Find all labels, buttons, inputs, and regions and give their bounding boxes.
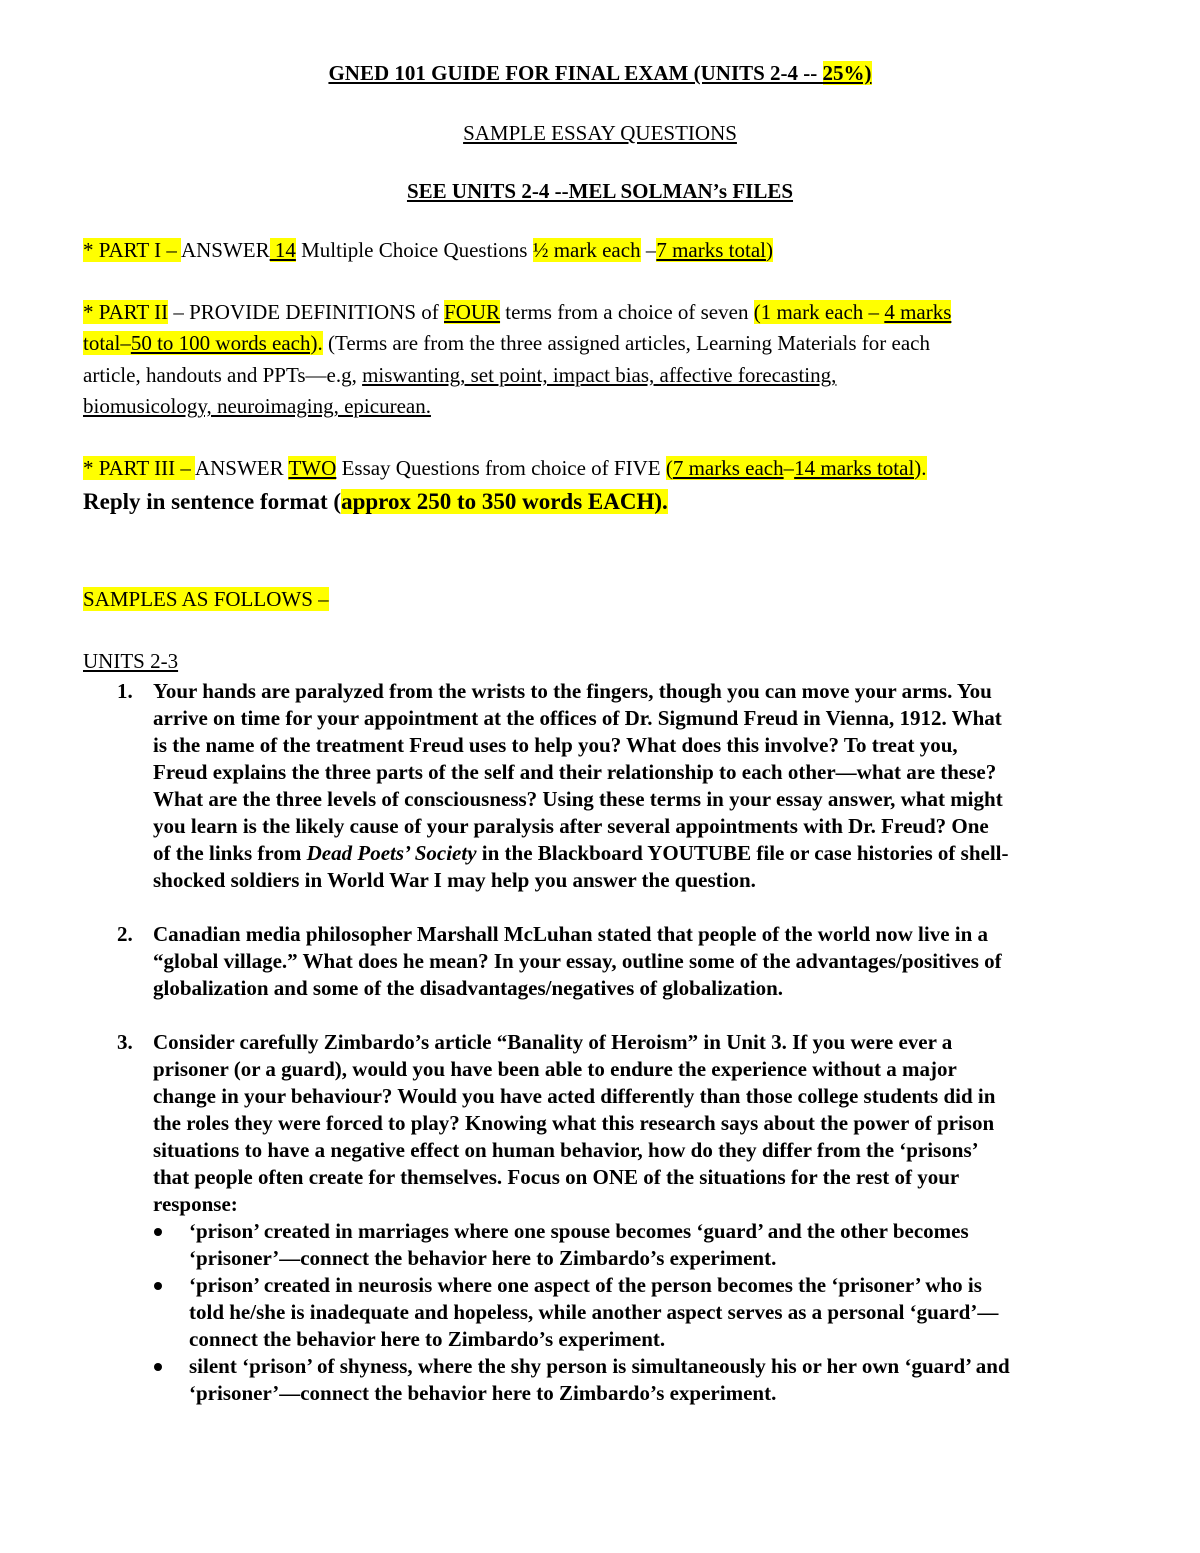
- bullet-icon: [154, 1363, 162, 1371]
- question-3-line: the roles they were forced to play? Knowing what this research says about the power of prison: [153, 1111, 995, 1135]
- part-two-line-4: biomusicology, neuroimaging, epicurean.: [83, 394, 431, 418]
- reply-instruction: Reply in sentence format (approx 250 to 350 words EACH).: [83, 489, 668, 514]
- bullet-item-line: ‘prison’ created in marriages where one spouse becomes ‘guard’ and the other becomes: [189, 1219, 969, 1243]
- question-1-line: arrive on time for your appointment at the offices of Dr. Sigmund Freud in Vienna, 1912. What: [153, 706, 1002, 730]
- bullet-item-line: ‘prison’ created in neurosis where one aspect of the person becomes the ‘prisoner’ who is: [189, 1273, 982, 1297]
- question-1-number: 1.: [117, 679, 133, 703]
- question-3-line: that people often create for themselves. Focus on ONE of the situations for the rest of your: [153, 1165, 960, 1189]
- samples-heading: SAMPLES AS FOLLOWS –: [83, 587, 329, 611]
- bullet-item-line: ‘prisoner’—connect the behavior here to Zimbardo’s experiment.: [189, 1246, 777, 1270]
- part-two-line-1: * PART II – PROVIDE DEFINITIONS of FOUR terms from a choice of seven (1 mark each – 4 marks: [83, 300, 952, 324]
- question-1-line: Freud explains the three parts of the self and their relationship to each other—what are these?: [153, 760, 997, 784]
- part-two-line-2: total–50 to 100 words each). (Terms are from the three assigned articles, Learning Materials for each: [83, 331, 930, 355]
- question-1-line: What are the three levels of consciousness? Using these terms in your essay answer, what might: [153, 787, 1003, 811]
- bullet-item-line: silent ‘prison’ of shyness, where the shy person is simultaneously his or her own ‘guard’ and: [189, 1354, 1010, 1378]
- question-1-line: you learn is the likely cause of your paralysis after several appointments with Dr. Freud? One: [153, 814, 989, 838]
- bullet-item-line: told he/she is inadequate and hopeless, while another aspect serves as a personal ‘guard’—: [189, 1300, 999, 1324]
- exam-title: GNED 101 GUIDE FOR FINAL EXAM (UNITS 2-4 -- 25%): [328, 61, 872, 85]
- question-1-line: Your hands are paralyzed from the wrists to the fingers, though you can move your arms. You: [153, 679, 992, 703]
- part-three-line: * PART III – ANSWER TWO Essay Questions from choice of FIVE (7 marks each–14 marks total).: [83, 456, 927, 480]
- question-1-line: of the links from Dead Poets’ Society in the Blackboard YOUTUBE file or case histories of shell-: [153, 841, 1009, 865]
- question-2-line: “global village.” What does he mean? In your essay, outline some of the advantages/positives of: [153, 949, 1002, 973]
- question-2-line: Canadian media philosopher Marshall McLuhan stated that people of the world now live in a: [153, 922, 989, 946]
- question-3-number: 3.: [117, 1030, 133, 1054]
- question-3-line: response:: [153, 1192, 238, 1216]
- units-heading: UNITS 2-3: [83, 649, 179, 673]
- subtitle: SAMPLE ESSAY QUESTIONS: [463, 121, 737, 145]
- question-3-line: situations to have a negative effect on human behavior, how do they differ from the ‘prisons’: [153, 1138, 979, 1162]
- question-3-line: Consider carefully Zimbardo’s article “Banality of Heroism” in Unit 3. If you were ever a: [153, 1030, 953, 1054]
- part-one-line: * PART I – ANSWER 14 Multiple Choice Questions ½ mark each –7 marks total): [83, 238, 773, 262]
- bullet-icon: [154, 1228, 162, 1236]
- files-line: SEE UNITS 2-4 --MEL SOLMAN’s FILES: [406, 179, 794, 203]
- part-two-line-3: article, handouts and PPTs—e.g, miswanting, set point, impact bias, affective forecasting,: [83, 363, 837, 387]
- question-3-line: prisoner (or a guard), would you have been able to endure the experience without a major: [153, 1057, 957, 1081]
- question-2-line: globalization and some of the disadvantages/negatives of globalization.: [153, 976, 784, 1000]
- bullet-item-line: ‘prisoner’—connect the behavior here to Zimbardo’s experiment.: [189, 1381, 777, 1405]
- question-1-line: shocked soldiers in World War I may help you answer the question.: [153, 868, 756, 892]
- question-2-number: 2.: [117, 922, 133, 946]
- question-3-line: change in your behaviour? Would you have acted differently than those college students did in: [153, 1084, 996, 1108]
- question-1-line: is the name of the treatment Freud uses to help you? What does this involve? To treat you,: [153, 733, 958, 757]
- bullet-item-line: connect the behavior here to Zimbardo’s experiment.: [189, 1327, 666, 1351]
- bullet-icon: [154, 1282, 162, 1290]
